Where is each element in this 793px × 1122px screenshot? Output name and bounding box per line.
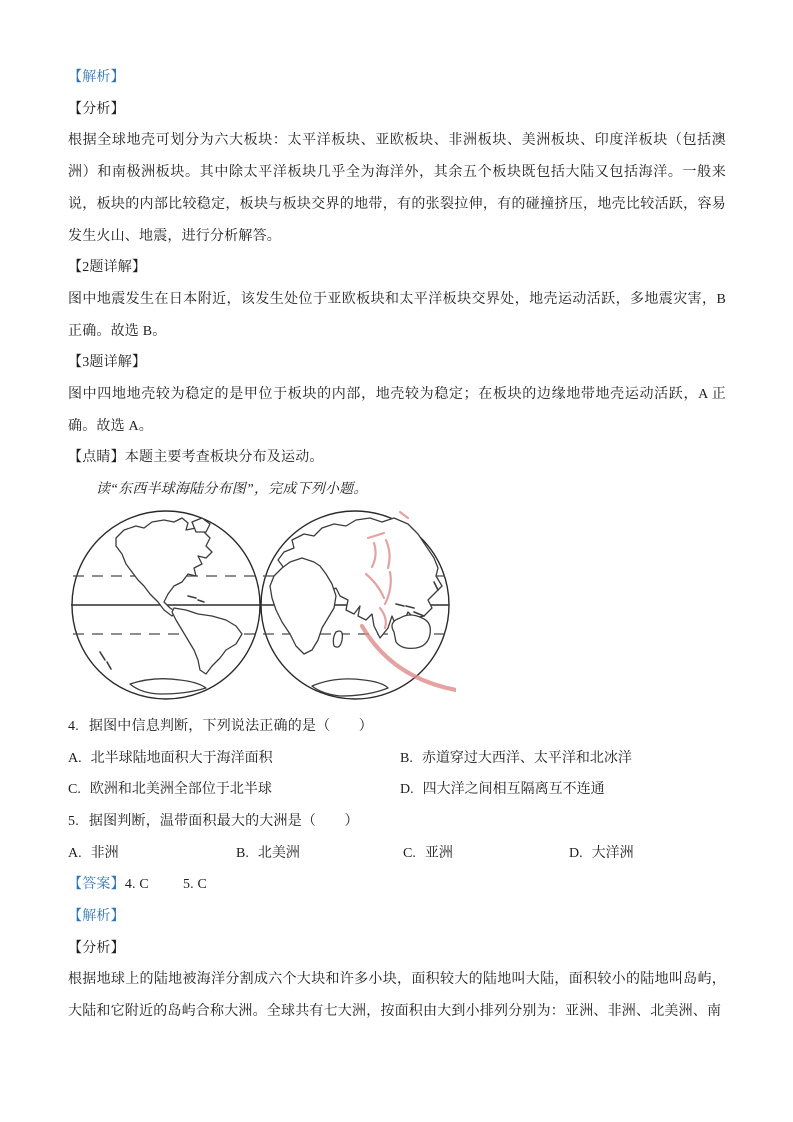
option-5c-letter: C. — [403, 845, 416, 861]
question-5-options — [68, 838, 726, 870]
question-5-stem-line — [68, 806, 726, 838]
dianjing-note — [68, 442, 726, 474]
hemisphere-map-figure — [70, 508, 726, 709]
dianjing-label: 【点睛】 — [68, 450, 125, 466]
option-4d-letter: D. — [400, 782, 414, 798]
question-4-stem: 据图中信息判断，下列说法正确的是（ ） — [88, 718, 373, 734]
dianjing-text: 本题主要考查板块分布及运动。 — [124, 450, 324, 466]
option-5b-text: 北美洲 — [257, 845, 300, 861]
analysis-header: 【解析】 — [68, 70, 125, 85]
australia-outline — [392, 615, 430, 648]
option-5d-letter: D. — [569, 845, 583, 861]
reading-instruction: 读“东西半球海陆分布图”，完成下列小题。 — [96, 482, 368, 498]
antarctica-west-outline — [130, 679, 206, 694]
answer-q4: 4. C — [124, 877, 149, 893]
option-5b — [236, 838, 403, 870]
question-4-number: 4. — [68, 718, 79, 734]
option-5c-text: 亚洲 — [424, 845, 453, 861]
western-hemisphere-land — [100, 518, 242, 694]
question-4-options — [68, 743, 726, 806]
question-5-number: 5. — [68, 813, 79, 829]
answer-line — [68, 869, 726, 901]
answer-label: 【答案】 — [68, 877, 125, 893]
option-4b-text: 赤道穿过大西洋、太平洋和北冰洋 — [421, 750, 632, 766]
analysis2-header: 【解析】 — [68, 909, 125, 925]
option-4b — [400, 743, 726, 775]
q2-detail-header: 【2题详解】 — [68, 260, 147, 276]
hemisphere-map — [70, 508, 456, 704]
option-5d — [569, 838, 726, 870]
question-4-stem-line — [68, 711, 726, 743]
option-4d — [400, 774, 726, 806]
option-5a — [68, 838, 236, 870]
q3-detail-paragraph: 图中四地地壳较为稳定的是甲位于板块的内部，地壳较为稳定；在板块的边缘地带地壳运动活跃，A 正确。故选 A。 — [68, 387, 726, 434]
option-5c — [403, 838, 569, 870]
caribbean-islands — [188, 596, 204, 602]
question-5-stem: 据图判断，温带面积最大的大洲是（ ） — [88, 813, 359, 829]
option-5a-letter: A. — [68, 845, 82, 861]
option-4a-text: 北半球陆地面积大于海洋面积 — [90, 750, 273, 766]
option-4d-text: 四大洋之间相互隔离互不连通 — [422, 782, 605, 798]
continents-analysis-paragraph: 根据地球上的陆地被海洋分割成六个大块和许多小块，面积较大的陆地叫大陆，面积较小的陆地叫岛屿，大陆和它附近的岛屿合称大洲。全球共有七大洲，按面积由大到小排列分别为：亚洲、非洲、北美洲、南 — [68, 972, 726, 1020]
option-5a-text: 非洲 — [90, 845, 119, 861]
q3-detail-header: 【3题详解】 — [68, 355, 147, 371]
answer-q5: 5. C — [182, 877, 208, 893]
option-5b-letter: B. — [236, 845, 249, 861]
south-america-outline — [172, 608, 242, 674]
new-zealand-islands — [100, 652, 111, 669]
option-4a — [68, 743, 400, 775]
option-4a-letter: A. — [68, 750, 82, 766]
option-4c — [68, 774, 400, 806]
north-america-outline — [116, 518, 212, 616]
option-4c-letter: C. — [68, 782, 81, 798]
analysis-sub-header: 【分析】 — [68, 101, 125, 117]
option-5d-text: 大洋洲 — [591, 845, 634, 861]
q2-detail-paragraph: 图中地震发生在日本附近，该发生处位于亚欧板块和太平洋板块交界处，地壳运动活跃，多地震灾害，B 正确。故选 B。 — [68, 291, 726, 339]
eastern-hemisphere-land — [270, 518, 442, 696]
analysis2-sub-header: 【分析】 — [68, 940, 125, 956]
option-4b-letter: B. — [400, 750, 413, 766]
madagascar-outline — [333, 631, 342, 647]
plate-analysis-paragraph: 根据全球地壳可划分为六大板块：太平洋板块、亚欧板块、非洲板块、美洲板块、印度洋板块（包括澳洲）和南极洲板块。其中除太平洋板块几乎全为海洋外，其余五个板块既包括大陆又包括海洋。一般来说，板块的内部比较稳定，板块与板块交界的地带，有的张裂拉伸，有的碰撞挤压，地壳比较活跃，容易发生火山、地震，进行分析解答。 — [68, 133, 726, 244]
option-4c-text: 欧洲和北美洲全部位于北半球 — [89, 782, 272, 798]
